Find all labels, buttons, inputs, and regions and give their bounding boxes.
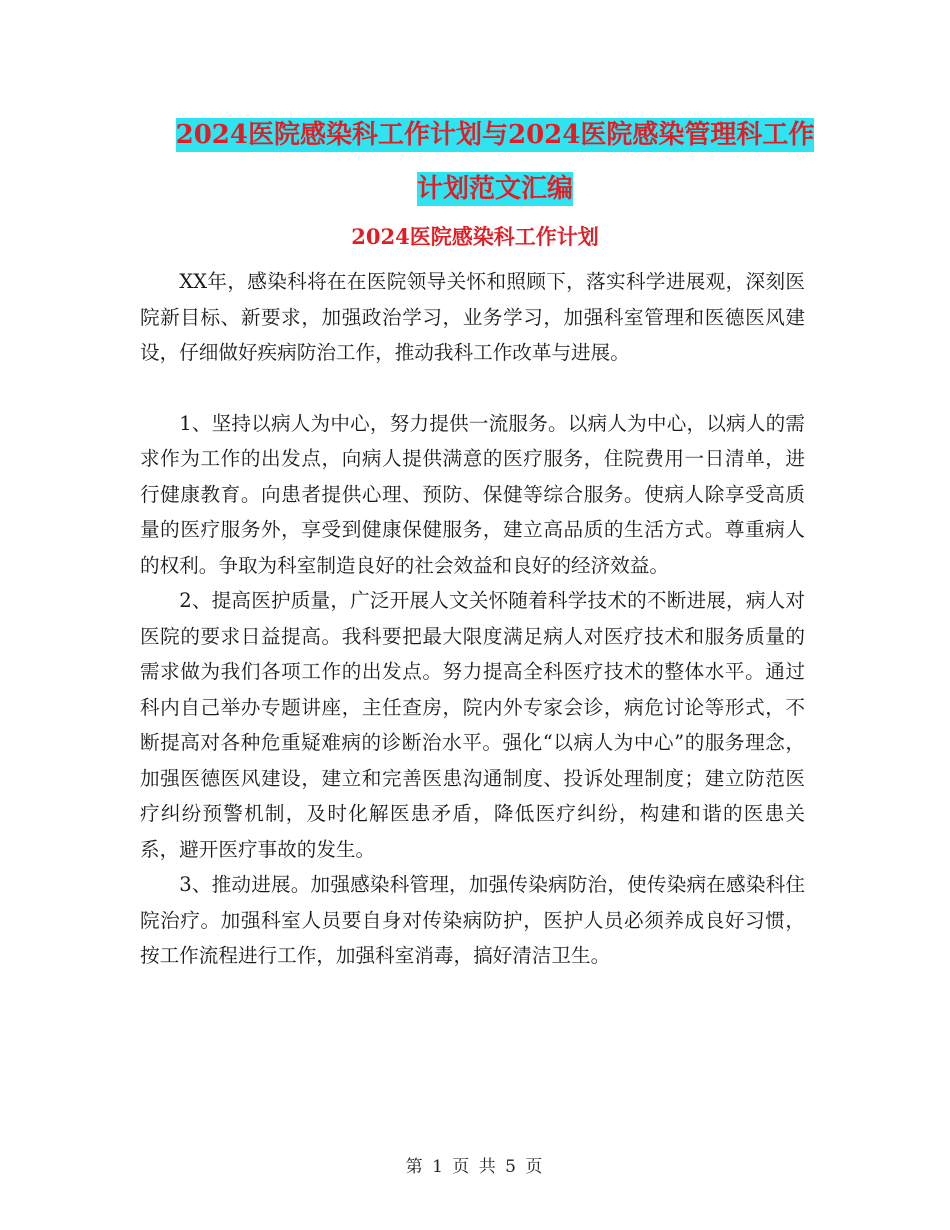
paragraph-gap bbox=[140, 371, 805, 406]
title-line-1: 2024医院感染科工作计划与2024医院感染管理科工作 bbox=[175, 120, 815, 150]
paragraph-3: 3、推动进展。加强感染科管理，加强传染病防治，使传染病在感染科住院治疗。加强科室人员要自身对传染病防护，医护人员必须养成良好习惯，按工作流程进行工作，加强科室消毒，搞好清洁卫生。 bbox=[140, 873, 805, 967]
body-text bbox=[140, 264, 805, 974]
paragraph-intro: XX年，感染科将在在医院领导关怀和照顾下，落实科学进展观，深刻医院新目标、新要求，加强政治学习，业务学习，加强科室管理和医德医风建设，仔细做好疾病防治工作，推动我科工作改革与进展。 bbox=[140, 270, 805, 364]
section-title: 2024医院感染科工作计划 bbox=[351, 224, 599, 249]
title-line-2: 计划范文汇编 bbox=[416, 174, 573, 204]
paragraph-1: 1、坚持以病人为中心，努力提供一流服务。以病人为中心，以病人的需求作为工作的出发点，向病人提供满意的医疗服务，住院费用一日清单，进行健康教育。向患者提供心理、预防、保健等综合服务。使病人除享受高质量的医疗服务外，享受到健康保健服务，建立高品质的生活方式。尊重病人的权利。争取为科室制造良好的社会效益和良好的经济效益。 bbox=[140, 411, 805, 577]
page-footer: 第 1 页 共 5 页 bbox=[405, 1157, 545, 1177]
paragraph-2: 2、提高医护质量，广泛开展人文关怀随着科学技术的不断进展，病人对医院的要求日益提高。我科要把最大限度满足病人对医疗技术和服务质量的需求做为我们各项工作的出发点。努力提高全科医疗技术的整体水平。通过科内自己举办专题讲座，主任查房，院内外专家会诊，病危讨论等形式，不断提高对各种危重疑难病的诊断治水平。强化“以病人为中心”的服务理念，加强医德医风建设，建立和完善医患沟通制度、投诉处理制度；建立防范医疗纠纷预警机制，及时化解医患矛盾，降低医疗纠纷，构建和谐的医患关系，避开医疗事故的发生。 bbox=[140, 589, 805, 861]
document-title bbox=[140, 108, 850, 216]
